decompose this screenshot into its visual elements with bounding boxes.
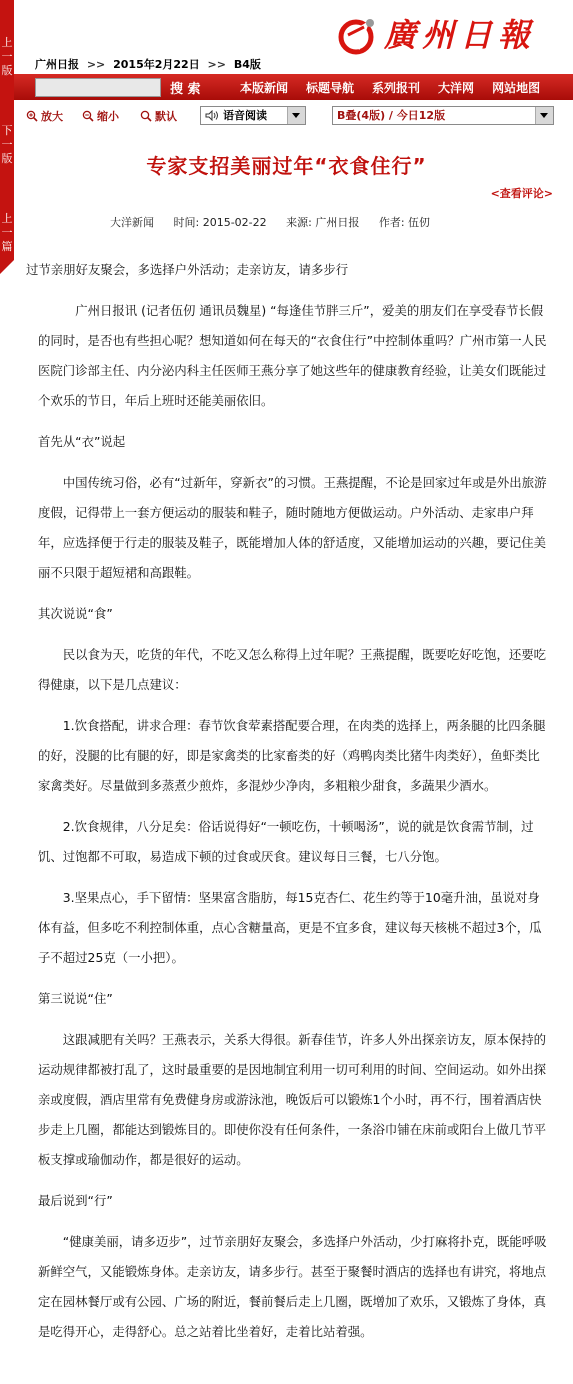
reset-zoom-icon [140,110,152,122]
nav-link-title-nav[interactable]: 标题导航 [306,81,355,95]
nav-links [240,79,558,96]
breadcrumb-sep: >> [207,58,226,71]
article-paragraph: “健康美丽，请多迈步”，过节亲朋好友聚会，多选择户外活动，少打麻将扑克，既能呼吸新鲜空气，又能锻炼身体。走亲访友，请多步行。甚至于聚餐时酒店的选择也有讲究，将地点定在园林餐厅或有公园、广场的附近，餐前餐后走上几圈，既增加了欢乐，又锻炼了身体，真是吃得开心，走得舒心。总之站着比坐着好，走着比站着强。 [38,1234,547,1339]
zoom-in-icon [26,110,38,122]
breadcrumb-sep: >> [86,58,106,71]
newspaper-logo[interactable] [336,14,554,56]
article-paragraph: 民以食为天，吃货的年代，不吃又怎么称得上过年呢？王燕提醒，既要吃好吃饱，还要吃得健康，以下是几点建议： [38,647,547,692]
speaker-icon [205,110,219,121]
article-body [26,255,548,1358]
nav-link-dayoo[interactable]: 大洋网 [438,81,475,95]
section-heading: 首先从“衣”说起 [38,434,126,449]
chevron-down-icon[interactable] [535,107,553,124]
breadcrumb [35,56,261,72]
edition-select-value: B叠(4版) / 今日12版 [337,109,446,122]
article-lead: 过节亲朋好友聚会，多选择户外活动；走亲访友，请多步行 [26,262,349,277]
prev-page-label[interactable]: 上一版 [1,36,13,77]
nav-link-this-page[interactable]: 本版新闻 [240,81,289,95]
zoom-in-label: 放大 [41,110,63,123]
nav-link-series[interactable]: 系列报刊 [372,81,421,95]
top-navbar [14,74,573,100]
article-paragraph: 广州日报讯 (记者伍仞 通讯员魏星) “每逢佳节胖三斤”，爱美的朋友们在享受春节长假的同时，是否也有些担心呢？想知道如何在每天的“衣食住行”中控制体重吗？广州市第一人民医院门诊部主任、内分泌内科主任医师王燕分享了她这些年的健康教育经验，让美女们既能过个欢乐的节日，年后上班时还能美丽依旧。 [38,303,547,408]
edition-select[interactable] [332,106,554,125]
side-edition-tab[interactable] [0,0,14,260]
article-paragraph: 中国传统习俗，必有“过新年，穿新衣”的习惯。王燕提醒，不论是回家过年或是外出旅游度假，记得带上一套方便运动的服装和鞋子，随时随地方便做运动。户外活动、走家串户拜年，应选择便于行走的服装及鞋子，既能增加人体的舒适度，又能增加运动的兴趣，要记住美丽不只限于超短裙和高跟鞋。 [38,475,547,580]
meta-source: 大洋新闻 [110,216,154,229]
zoom-in-button[interactable] [26,108,63,124]
view-comments-link[interactable]: <查看评论> [490,187,553,200]
search-input[interactable] [35,78,161,97]
section-heading: 其次说说“食” [38,606,113,621]
article-paragraph: 这跟减肥有关吗？王燕表示，关系大得很。新春佳节，许多人外出探亲访友，原本保持的运动规律都被打乱了，这时最重要的是因地制宜利用一切可利用的时间、空间运动。如外出探亲或度假，酒店里常有免费健身房或游泳池，晚饭后可以锻炼1个小时，再不行，围着酒店快步走上几圈，都能达到锻炼目的。即使你没有任何条件，一条浴巾铺在床前或阳台上做几节平板支撑或瑜伽动作，都是很好的运动。 [38,1032,547,1167]
meta-author: 作者: 伍仞 [378,216,431,229]
section-heading: 第三说说“住” [38,991,113,1006]
breadcrumb-date[interactable]: 2015年2月22日 [113,58,200,71]
zoom-out-icon [82,110,94,122]
breadcrumb-paper[interactable]: 广州日报 [35,58,79,71]
nav-link-sitemap[interactable]: 网站地图 [492,81,541,95]
prev-article-label[interactable]: 上一篇 [1,212,13,253]
reading-toolbar [14,104,573,132]
breadcrumb-page[interactable]: B4版 [233,58,261,71]
article-meta [110,214,446,230]
meta-time: 时间: 2015-02-22 [173,216,267,229]
chevron-down-icon[interactable] [287,107,305,124]
article-title: 专家支招美丽过年“衣食住行” [146,154,427,178]
meta-origin: 来源: 广州日报 [286,216,360,229]
zoom-out-button[interactable] [82,108,119,124]
voice-reading-select[interactable] [200,106,306,125]
logo-emblem-icon [336,15,378,55]
article-paragraph: 1.饮食搭配，讲求合理：春节饮食荤素搭配要合理，在肉类的选择上，两条腿的比四条腿的好，没腿的比有腿的好，即是家禽类的比家畜类的好（鸡鸭肉类比猪牛肉类好），鱼虾类比家禽类好。尽量做到多蒸煮少煎炸，多混炒少净肉，多粗粮少甜食，多蔬果少酒水。 [38,718,546,793]
logo-text: 廣州日報 [384,16,537,54]
article-paragraph: 3.坚果点心，手下留情：坚果富含脂肪，每15克杏仁、花生约等于10毫升油，虽说对身体有益，但多吃不利控制体重，点心含糖量高，更是不宜多食，建议每天核桃不超过3个，瓜子不超过25克（一小把）。 [38,890,542,965]
article-paragraph: 2.饮食规律，八分足矣：俗话说得好“一顿吃伤，十顿喝汤”，说的就是饮食需节制，过饥、过饱都不可取，易造成下顿的过食或厌食。建议每日三餐，七八分饱。 [38,819,534,864]
search-button[interactable]: 搜 索 [170,82,201,97]
zoom-out-label: 缩小 [97,110,119,123]
default-size-button[interactable] [140,108,177,124]
next-page-label[interactable]: 下一版 [1,124,13,165]
default-size-label: 默认 [155,110,177,123]
voice-reading-label: 语音阅读 [223,109,267,122]
section-heading: 最后说到“行” [38,1193,113,1208]
